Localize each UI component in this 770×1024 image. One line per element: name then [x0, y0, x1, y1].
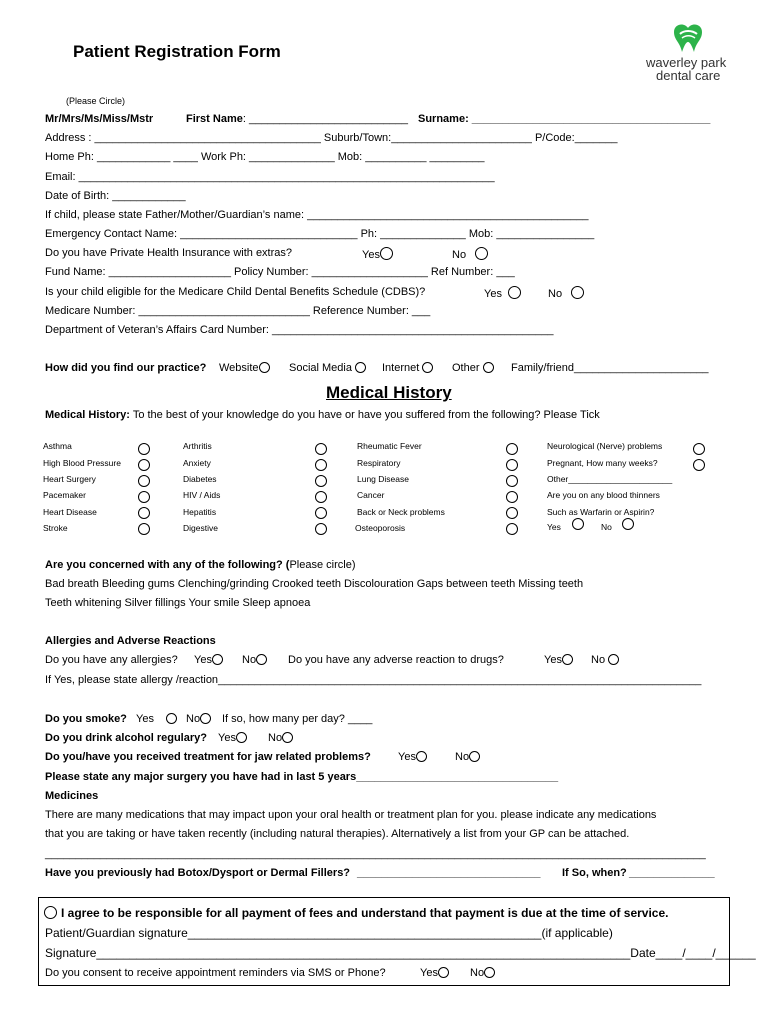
- no-label: No: [186, 713, 201, 725]
- condition-label: Are you on any blood thinners: [547, 490, 660, 500]
- medical-history-heading: Medical History: [326, 383, 452, 402]
- condition-label: Asthma: [43, 441, 72, 451]
- tick-circle-icon[interactable]: [138, 491, 150, 503]
- condition-label: Neurological (Nerve) problems: [547, 441, 663, 451]
- guardian-signature-field[interactable]: Patient/Guardian signature_____________________________________________________(if applicable): [45, 926, 613, 940]
- smoke-yes[interactable]: [136, 713, 177, 725]
- tick-circle-icon[interactable]: [315, 491, 327, 503]
- radio-circle-icon[interactable]: [484, 967, 495, 978]
- smoke-question: Do you smoke?: [45, 713, 127, 725]
- condition-label: Stroke: [43, 523, 68, 533]
- first-name-field[interactable]: [186, 113, 408, 125]
- private-health-yes[interactable]: [362, 247, 393, 261]
- no-label: No: [455, 751, 470, 763]
- alcohol-yes[interactable]: [218, 732, 247, 744]
- radio-circle-icon[interactable]: [256, 654, 267, 665]
- other-label: Other: [452, 362, 480, 374]
- radio-circle-icon[interactable]: [571, 286, 584, 299]
- website-label: Website: [219, 362, 259, 374]
- email-field[interactable]: Email: ____________________________________________________________________: [45, 171, 495, 183]
- smoke-no[interactable]: [186, 713, 211, 725]
- tick-circle-icon[interactable]: [315, 459, 327, 471]
- social-media-label: Social Media: [289, 362, 352, 374]
- logo-line-1: waverley park: [646, 55, 727, 70]
- concerns-question-tail: Please circle): [289, 559, 356, 571]
- tick-circle-icon[interactable]: [138, 507, 150, 519]
- yes-label: Yes: [547, 522, 561, 532]
- allergies-question: Do you have any allergies?: [45, 654, 178, 666]
- medical-intro: [45, 409, 600, 421]
- blood-thinner-yes[interactable]: [547, 522, 561, 532]
- tick-circle-icon[interactable]: [506, 459, 518, 471]
- concerns-question: [45, 559, 356, 571]
- radio-circle-icon[interactable]: [422, 362, 433, 373]
- tooth-logo-icon: [670, 22, 706, 54]
- sms-consent-yes[interactable]: [420, 967, 449, 979]
- tick-circle-icon[interactable]: [315, 523, 327, 535]
- no-label: No: [601, 522, 612, 532]
- referral-other[interactable]: [452, 362, 494, 374]
- botox-field[interactable]: ______________________________: [357, 867, 541, 879]
- tick-circle-icon[interactable]: [506, 475, 518, 487]
- yes-label: Yes: [544, 654, 562, 666]
- radio-circle-icon[interactable]: [200, 713, 211, 724]
- yes-label: Yes: [218, 732, 236, 744]
- no-label: No: [470, 967, 485, 979]
- condition-label: HIV / Aids: [183, 490, 221, 500]
- yes-label: Yes: [136, 713, 154, 725]
- condition-label: Pacemaker: [43, 490, 86, 500]
- cdbs-yes[interactable]: [484, 286, 521, 300]
- drug-reaction-yes[interactable]: [544, 654, 573, 666]
- concerns-options-2[interactable]: Teeth whitening Silver fillings Your smile Sleep apnoea: [45, 597, 311, 609]
- condition-label: Heart Disease: [43, 507, 97, 517]
- botox-question: Have you previously had Botox/Dysport or Dermal Fillers?: [45, 867, 351, 879]
- referral-internet[interactable]: [382, 362, 433, 374]
- smoke-quantity-field[interactable]: If so, how many per day? ____: [222, 713, 373, 725]
- tick-circle-icon[interactable]: [315, 475, 327, 487]
- tick-circle-icon[interactable]: [138, 523, 150, 535]
- radio-circle-icon[interactable]: [622, 518, 634, 530]
- logo-line-2: dental care: [656, 68, 721, 83]
- condition-label: Heart Surgery: [43, 474, 96, 484]
- private-health-no[interactable]: [452, 247, 488, 261]
- allergies-heading: Allergies and Adverse Reactions: [45, 635, 216, 647]
- radio-circle-icon[interactable]: [166, 713, 177, 724]
- tick-circle-icon[interactable]: [506, 523, 518, 535]
- drug-reaction-question: Do you have any adverse reaction to drugs?: [288, 654, 504, 666]
- dva-field[interactable]: Department of Veteran’s Affairs Card Number: ______________________________________________: [45, 324, 554, 336]
- please-circle-label: (Please Circle): [66, 96, 126, 106]
- medicines-text: There are many medications that may impact upon your oral health or treatment plan for you. please indicate any medications: [45, 809, 657, 821]
- first-name-line: : __________________________: [242, 113, 409, 125]
- radio-circle-icon[interactable]: [562, 654, 573, 665]
- yes-label: Yes: [398, 751, 416, 763]
- private-health-question: Do you have Private Health Insurance with extras?: [45, 247, 293, 259]
- cdbs-no[interactable]: [548, 286, 584, 300]
- condition-label: Rheumatic Fever: [357, 441, 422, 451]
- condition-label: Lung Disease: [357, 474, 409, 484]
- no-label: No: [242, 654, 257, 666]
- radio-circle-icon[interactable]: [355, 362, 366, 373]
- tick-circle-icon[interactable]: [506, 443, 518, 455]
- medicines-heading: Medicines: [45, 790, 99, 802]
- botox-when-field[interactable]: ______________: [629, 867, 715, 879]
- yes-label: Yes: [420, 967, 438, 979]
- tick-circle-icon[interactable]: [315, 507, 327, 519]
- no-label: No: [452, 249, 467, 261]
- yes-label: Yes: [362, 249, 380, 261]
- condition-label: High Blood Pressure: [43, 458, 121, 468]
- guardian-field[interactable]: If child, please state Father/Mother/Guardian’s name: ______________________________________________: [45, 209, 589, 221]
- concerns-question-bold: Are you concerned with any of the following? (: [45, 559, 290, 571]
- referral-social-media[interactable]: [289, 362, 366, 374]
- yes-label: Yes: [484, 288, 502, 300]
- alcohol-question: Do you drink alcohol regulary?: [45, 732, 207, 744]
- title-options[interactable]: Mr/Mrs/Ms/Miss/Mstr: [45, 113, 154, 125]
- phone-field[interactable]: Home Ph: ____________ ____ Work Ph: ______________ Mob: __________ _________: [45, 151, 485, 163]
- tick-circle-icon[interactable]: [693, 459, 705, 471]
- sms-consent-no[interactable]: [470, 967, 495, 979]
- page-title: Patient Registration Form: [73, 42, 281, 61]
- drug-reaction-no[interactable]: [591, 654, 619, 666]
- allergies-no[interactable]: [242, 654, 267, 666]
- tick-circle-icon[interactable]: [138, 475, 150, 487]
- yes-label: Yes: [194, 654, 212, 666]
- condition-label: Digestive: [183, 523, 218, 533]
- condition-label: Anxiety: [183, 458, 211, 468]
- cdbs-question: Is your child eligible for the Medicare Child Dental Benefits Schedule (CDBS)?: [45, 286, 426, 298]
- radio-circle-icon[interactable]: [608, 654, 619, 665]
- radio-circle-icon[interactable]: [282, 732, 293, 743]
- jaw-question: Do you/have you received treatment for jaw related problems?: [45, 751, 371, 763]
- medicare-field[interactable]: Medicare Number: ____________________________ Reference Number: ___: [45, 305, 431, 317]
- condition-label: Osteoporosis: [355, 523, 406, 533]
- agree-statement: I agree to be responsible for all payment of fees and understand that payment is due at the time of service.: [61, 906, 669, 920]
- botox-when-label: If So, when?: [562, 867, 627, 879]
- blood-thinner-no[interactable]: [601, 522, 612, 532]
- medical-intro-label: Medical History:: [45, 409, 130, 421]
- jaw-yes[interactable]: [398, 751, 427, 763]
- surname-field[interactable]: Surname: _______________________________________: [418, 113, 711, 125]
- tick-circle-icon[interactable]: [315, 443, 327, 455]
- condition-label: Respiratory: [357, 458, 401, 468]
- allergies-yes[interactable]: [194, 654, 223, 666]
- condition-label: Cancer: [357, 490, 385, 500]
- condition-label: Such as Warfarin or Aspirin?: [547, 507, 655, 517]
- condition-label: Hepatitis: [183, 507, 217, 517]
- signature-date-field[interactable]: Signature________________________________________________________________________________Date____/____/______: [45, 946, 756, 960]
- tick-circle-icon[interactable]: [138, 443, 150, 455]
- no-label: No: [591, 654, 606, 666]
- condition-label: Arthritis: [183, 441, 212, 451]
- tick-circle-icon[interactable]: [138, 459, 150, 471]
- no-label: No: [268, 732, 283, 744]
- radio-circle-icon[interactable]: [438, 967, 449, 978]
- medicines-field[interactable]: ____________________________________________________________________________________________________________: [45, 848, 706, 860]
- jaw-no[interactable]: [455, 751, 480, 763]
- radio-circle-icon[interactable]: [572, 518, 584, 530]
- referral-website[interactable]: [219, 362, 270, 374]
- alcohol-no[interactable]: [268, 732, 293, 744]
- condition-label: Back or Neck problems: [357, 507, 445, 517]
- emergency-contact-field[interactable]: Emergency Contact Name: _____________________________ Ph: ______________ Mob: ________________: [45, 228, 595, 240]
- agree-checkbox-icon[interactable]: [44, 906, 57, 919]
- condition-label: Diabetes: [183, 474, 217, 484]
- medical-intro-text: To the best of your knowledge do you have or have you suffered from the following? Please Tick: [129, 409, 600, 421]
- fund-field[interactable]: Fund Name: ____________________ Policy Number: ___________________ Ref Number: ___: [45, 266, 515, 278]
- sms-consent-question: Do you consent to receive appointment reminders via SMS or Phone?: [45, 967, 386, 979]
- tick-circle-icon[interactable]: [506, 507, 518, 519]
- radio-circle-icon[interactable]: [475, 247, 488, 260]
- tick-circle-icon[interactable]: [506, 491, 518, 503]
- radio-circle-icon[interactable]: [469, 751, 480, 762]
- referral-question: How did you find our practice?: [45, 362, 207, 374]
- referral-family-friend[interactable]: Family/friend______________________: [511, 362, 709, 374]
- address-field[interactable]: Address : _____________________________________ Suburb/Town:_______________________ P/Code:_______: [45, 132, 618, 144]
- medicines-text: that you are taking or have taken recently (including natural therapies). Alternatively a list from your GP can be attached.: [45, 828, 630, 840]
- radio-circle-icon[interactable]: [236, 732, 247, 743]
- other-condition-field[interactable]: Other______________________: [547, 474, 673, 484]
- condition-label: Pregnant, How many weeks?: [547, 458, 658, 468]
- radio-circle-icon[interactable]: [508, 286, 521, 299]
- no-label: No: [548, 288, 563, 300]
- dob-field[interactable]: Date of Birth: ____________: [45, 190, 186, 202]
- tick-circle-icon[interactable]: [693, 443, 705, 455]
- concerns-options-1[interactable]: Bad breath Bleeding gums Clenching/grinding Crooked teeth Discolouration Gaps between teeth Missing teeth: [45, 578, 584, 590]
- internet-label: Internet: [382, 362, 420, 374]
- surgery-field[interactable]: Please state any major surgery you have had in last 5 years_________________________________: [45, 771, 559, 783]
- radio-circle-icon[interactable]: [259, 362, 270, 373]
- radio-circle-icon[interactable]: [483, 362, 494, 373]
- radio-circle-icon[interactable]: [380, 247, 393, 260]
- allergy-details-field[interactable]: If Yes, please state allergy /reaction_______________________________________________________________________________: [45, 674, 702, 686]
- first-name-label: First Name: [186, 113, 243, 125]
- radio-circle-icon[interactable]: [416, 751, 427, 762]
- radio-circle-icon[interactable]: [212, 654, 223, 665]
